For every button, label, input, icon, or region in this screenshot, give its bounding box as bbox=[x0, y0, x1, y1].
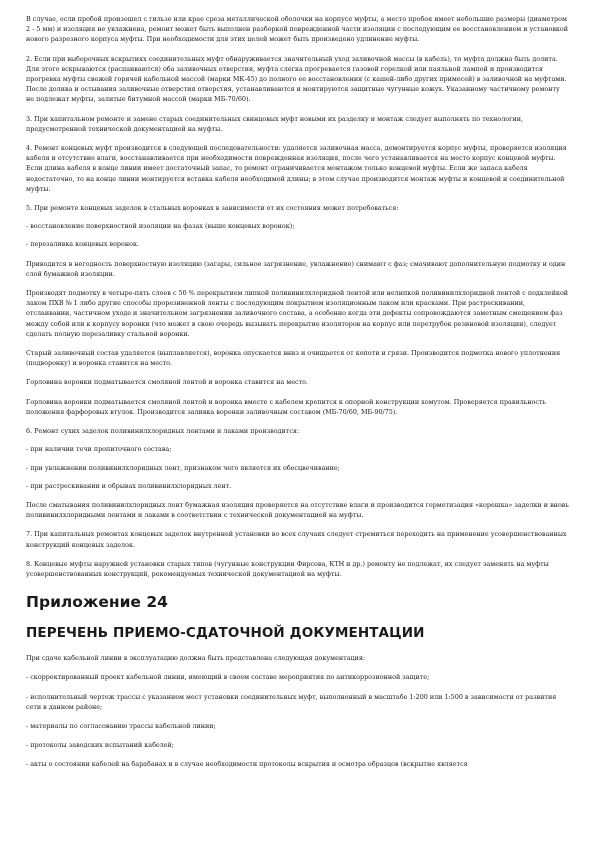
list-item: - скорректированный проект кабельной линии, имеющий в своем составе мероприятия по антикоррозионной защите; bbox=[26, 673, 430, 682]
paragraph: 7. При капитальных ремонтах концевых заделок внутренней установки во всех случаях следует стремиться переходить на применение усовершенствованных конструкций концевых заделок. bbox=[26, 530, 567, 549]
list-item: - исполнительный чертеж трассы с указанием мест установки соединительных муфт, выполненный в масштабе 1:200 или 1:500 в зависимости от развития сети в данном районе; bbox=[26, 692, 557, 711]
paragraph: После сматывания поливинилхлоридных лент бумажная изоляция проверяется на отсутствие влаги и производится герметизация «корешка» заделки и вновь поливинилхлоридными лентами и лаками в соответствии с технической документацией на муфты. bbox=[26, 500, 569, 520]
paragraph: 6. Ремонт сухих заделок поливинилхлоридных лентами и лаками производится: bbox=[26, 427, 300, 436]
paragraph: Производят подмотку в четыре-пять слоев с 50 % перекрытием липкой поливинилхлоридной лентой или нелипкой поливинилхлоридной лентой с подклейкой лаком ПХВ № 1 либо другие способы прорезиненной ленты с последующим покрытием изоляционным лаком или красками. При растрескивании, отслаивании, частичном уходе и значительном загрязнении заливочного состава, а особенно когда эти дефекты сопровождаются заметным смещением фаз между собой или к корпусу воронки (что может в свою очередь вызывать перекрытие изоляторов на корпус или перетрубок резиновой изоляции), следует сделать полную перезаливку стальной воронки. bbox=[26, 289, 569, 338]
paragraph: Горловина воронки подматывается смоляной лентой и воронка вместе с кабелем крепится к опорной конструкции хомутом. Проверяется правильность положения фарфоровых втулок. Производится заливка воронки заливочным составом (МБ-70/60, МБ-90/75). bbox=[26, 397, 546, 416]
list-item: - перезаливка концевых воронок. bbox=[26, 240, 139, 249]
paragraph: 5. При ремонте концевых заделок в стальных воронках в зависимости от их состояния может потребоваться: bbox=[26, 204, 399, 213]
appendix-title: ПЕРЕЧЕНЬ ПРИЕМО-СДАТОЧНОЙ ДОКУМЕНТАЦИИ bbox=[26, 625, 425, 642]
list-item: - протоколы заводских испытаний кабелей; bbox=[26, 741, 174, 750]
appendix-heading: Приложение 24 bbox=[26, 593, 168, 612]
list-item: - при растрескивании и обрывах поливинилхлоридных лент. bbox=[26, 481, 232, 490]
paragraph: Приводится в негодность поверхностную изоляцию (загары, сильное загрязнение, увлажнение) снимают с фаз; смачивают дополнительную подмотку и один слой бумажной изоляции. bbox=[26, 259, 566, 278]
paragraph: 3. При капитальном ремонте и замене старых соединительных свинцовых муфт новыми их разделку и монтаж следует выполнять по технологии, предусмотренной технической документацией на муфты. bbox=[26, 114, 524, 133]
list-item: - восстановление поверхностной изоляции на фазах (выше концевых воронок); bbox=[26, 222, 295, 231]
list-item: - акты о состоянии кабелей на барабанах и в случае необходимости протоколы вскрытия и осмотра образцов (вскрытие является bbox=[26, 760, 468, 769]
paragraph: 4. Ремонт концевых муфт производится в следующей последовательности: удаляется заливочная масса, демонтируется корпус муфты, проверяется изоляция кабеля и отсутствие влаги, восстанавливается при необходимости поврежденная изоляция, после чего устанавливается на место корпус концевой муфты. Если длина кабеля в конце линии имеет достаточный запас, то ремонт ограничивается монтажом только концевой муфты. Если же запаса кабеля недостаточно, то на конце линии монтируется вставка кабеля необходимой длины; в этом случае производится монтаж муфты и концевой и соединительной муфты. bbox=[26, 144, 567, 193]
list-item: - при наличии течи пропиточного состава; bbox=[26, 445, 172, 454]
paragraph: 8. Концевые муфты наружной установки старых типов (чугунные конструкции Фирсова, КТН и др.) ремонту не подлежат, их следует заменять на муфты усовершенствованных конструкций, рекомендуемых технической документацией на муфты. bbox=[26, 559, 549, 578]
paragraph: 2. Если при выборочных вскрытиях соединительных муфт обнаруживается значительный уход заливочной массы (в кабель), то муфта должна быть долита. Для этого вскрываются (распаиваются) оба заливочных отверстия, муфта слегка прогревается газовой горелкой или паяльной лампой и производится прогревка муфты свежей горячей кабельной массой (марки МК-45) до полного ее восстановления (с кашей-либо других примесей) в заливочной на муфтами. После долива и остывания заливочные отверстия отверстия, устанавливаются и монтируются защитные чугунные кожух. Указанному частичному ремонту не подлежат муфты, залитые битумной массой (марки МБ-70/60). bbox=[26, 54, 567, 104]
paragraph: Старый заливочный состав удаляется (выплавляется), воронка опускается вниз и очищается от копоти и грязи. Производится подмотка нового уплотнения (подворонку) и воронка ставится на место. bbox=[26, 349, 561, 368]
list-item: - при увлажнении поливинилхлоридных лент, признаком чего является их обесцвечивание; bbox=[26, 463, 340, 472]
paragraph: Горловина воронки подматывается смоляной лентой и воронка ставится на место. bbox=[26, 378, 309, 387]
list-item: - материалы по согласованию трассы кабельной линии; bbox=[26, 721, 216, 730]
paragraph: В случае, если пробой произошел с гильзе или крае среза металлической оболочки на корпусе муфты, а место пробоя имеет небольшие размеры (диаметром 2 - 5 мм) и изоляция не увлажнена, ремонт может быть выполнен разборкой поврежденной части изоляции с последующим ее восстановлением и установкой нового разрезного корпуса муфты. При необходимости для этих целей может быть произведено удлинение муфты. bbox=[26, 15, 569, 44]
paragraph: При сдаче кабельной линии в эксплуатацию должна быть представлена следующая документация: bbox=[26, 654, 366, 663]
